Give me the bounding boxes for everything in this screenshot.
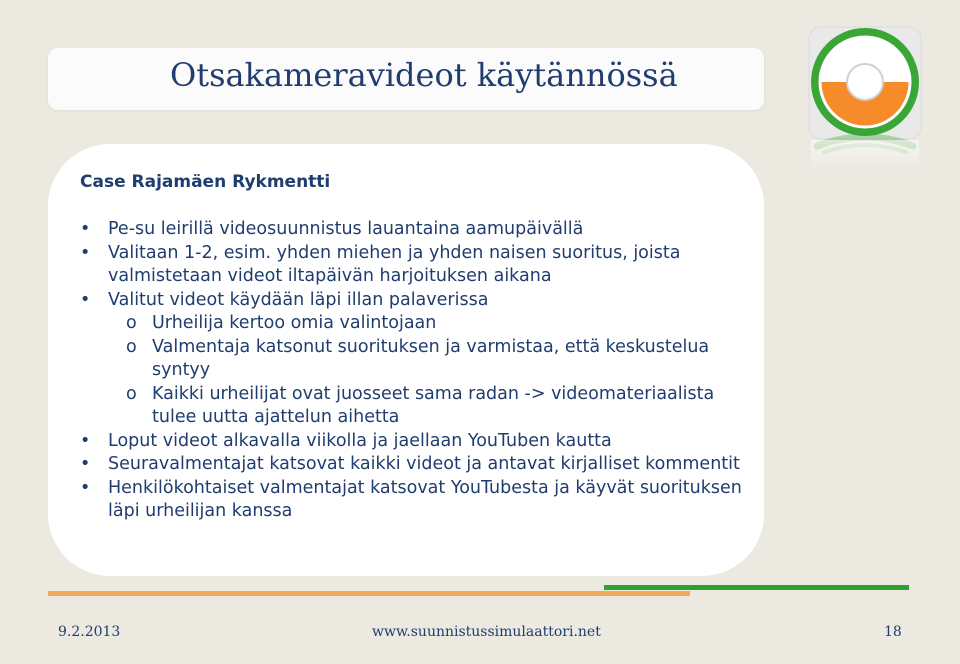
footer-url: www.suunnistussimulaattori.net — [372, 624, 601, 640]
bullet-marker: • — [80, 219, 91, 239]
list-item — [80, 453, 750, 477]
list-item-text: Valitut videot käydään läpi illan palaverissa — [108, 289, 489, 310]
sub-bullet-marker: o — [126, 336, 137, 357]
list-item-text: Henkilökohtaiset valmentajat katsovat YouTubesta ja käyvät suorituksen läpi urheilijan kanssa — [108, 477, 742, 521]
sub-bullet-marker: o — [126, 313, 137, 333]
sub-list-item — [80, 383, 750, 430]
sub-list-item — [80, 312, 750, 336]
green-accent-bar — [604, 585, 909, 590]
bullet-list — [80, 218, 750, 524]
bullet-marker: • — [80, 454, 91, 474]
list-item — [80, 289, 750, 313]
orange-accent-bar — [48, 591, 690, 596]
sub-list-item-text: Urheilija kertoo omia valintojaan — [152, 313, 437, 333]
sub-list-item-text: Kaikki urheilijat ovat juosseet sama radan -> videomateriaalista tulee uutta ajattelun aihetta — [152, 383, 715, 427]
sub-bullet-marker: o — [126, 383, 137, 404]
list-item-text: Valitaan 1-2, esim. yhden miehen ja yhden naisen suoritus, joista valmistetaan videot iltapäivän harjoituksen aikana — [108, 242, 681, 286]
page-number: 18 — [884, 624, 902, 640]
sub-list-item-text: Valmentaja katsonut suorituksen ja varmistaa, että keskustelua syntyy — [152, 336, 710, 380]
footer-date: 9.2.2013 — [58, 624, 121, 640]
bullet-marker: • — [80, 430, 91, 451]
list-item-text: Seuravalmentajat katsovat kaikki videot ja antavat kirjalliset kommentit — [108, 454, 740, 474]
list-item — [80, 218, 750, 242]
list-item-text: Pe-su leirillä videosuunnistus lauantaina aamupäivällä — [108, 219, 584, 239]
list-item — [80, 477, 750, 524]
bullet-marker: • — [80, 242, 91, 263]
bullet-marker: • — [80, 289, 91, 310]
case-subtitle: Case Rajamäen Rykmentti — [80, 172, 331, 192]
orienteering-disc-logo-icon — [806, 24, 924, 172]
list-item — [80, 430, 750, 454]
list-item-text: Loput videot alkavalla viikolla ja jaellaan YouTuben kautta — [108, 430, 612, 451]
sub-list-item — [80, 336, 750, 383]
bullet-marker: • — [80, 477, 91, 498]
list-item — [80, 242, 750, 289]
slide-title: Otsakameravideot käytännössä — [170, 56, 678, 94]
